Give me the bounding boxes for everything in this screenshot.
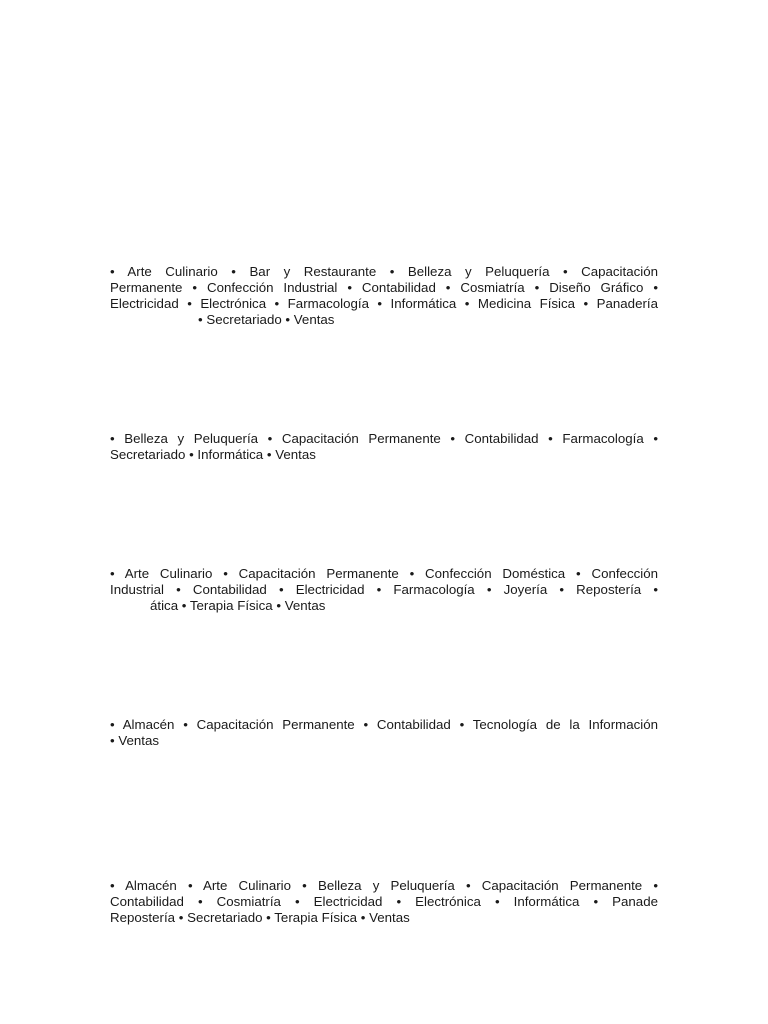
course-list-line: Repostería • Secretariado • Terapia Física • Ventas (110, 910, 410, 925)
course-list-1 (110, 264, 658, 328)
course-list-3 (110, 566, 658, 614)
course-list-line: • Arte Culinario • Bar y Restaurante • Belleza y Peluquería • Capacitación (110, 264, 658, 279)
course-list-line: • Ventas (110, 733, 160, 748)
course-list-line: Industrial • Contabilidad • Electricidad • Farmacología • Joyería • Repostería • (110, 582, 658, 597)
course-list-line: • Arte Culinario • Capacitación Permanente • Confección Doméstica • Confección (110, 566, 658, 581)
course-list-line: Contabilidad • Cosmiatría • Electricidad • Electrónica • Informática • Panade (110, 894, 658, 909)
course-list-2 (110, 431, 658, 463)
course-list-line: Secretariado • Informática • Ventas (110, 447, 316, 462)
course-list-line: • Belleza y Peluquería • Capacitación Permanente • Contabilidad • Farmacología • (110, 431, 658, 446)
course-list-5 (110, 878, 658, 926)
course-list-line: Permanente • Confección Industrial • Contabilidad • Cosmiatría • Diseño Gráfico • (110, 280, 658, 295)
course-list-line: • Almacén • Capacitación Permanente • Contabilidad • Tecnología de la Información (110, 717, 658, 732)
course-list-line: ática • Terapia Física • Ventas (150, 598, 326, 613)
course-list-line: • Almacén • Arte Culinario • Belleza y Peluquería • Capacitación Permanente • (110, 878, 658, 893)
course-list-line: Electricidad • Electrónica • Farmacología • Informática • Medicina Física • Panadería (110, 296, 658, 311)
course-list-4 (110, 717, 658, 749)
course-list-line: • Secretariado • Ventas (198, 312, 335, 327)
